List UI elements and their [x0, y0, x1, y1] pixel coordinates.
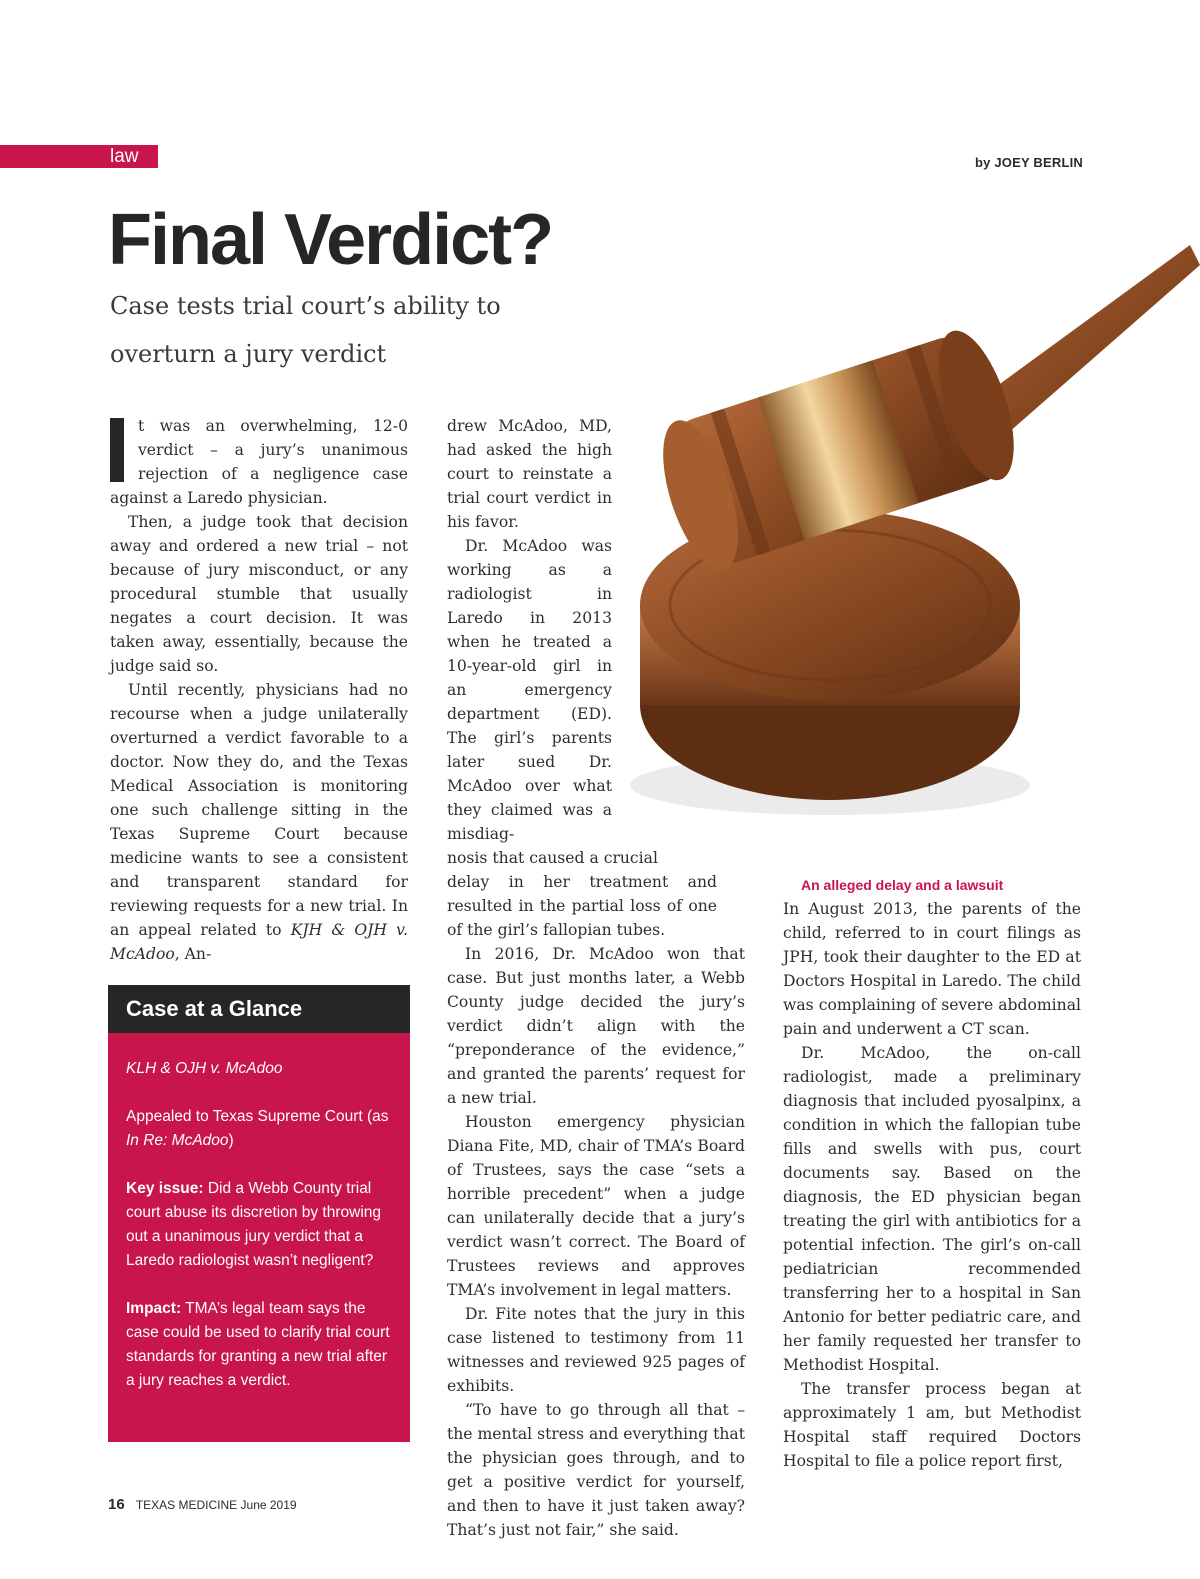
paragraph: Until recently, physicians had no recourse when a judge unilaterally overturned a verdict favorable to a doctor. Now they do, and the Texas Medical Association is monitoring one such challenge sitting in the Texas Supreme Court because medicine wants to see a consistent and transparent standard for reviewing requests for a new trial. In an appeal related to KJH & OJH v. McAdoo, An- — [110, 681, 408, 963]
byline: by JOEY BERLIN — [974, 155, 1083, 170]
column-3 — [783, 873, 1081, 1473]
column-2 — [447, 414, 745, 1542]
publication-name: TEXAS MEDICINE — [135, 1498, 238, 1512]
column-1 — [110, 414, 408, 966]
section-label: law — [110, 146, 139, 167]
paragraph: Then, a judge took that decision away and ordered a new trial – not because of jury misconduct, or any procedural stumble that usually negates a court decision. It was taken away, essentially, because the judge said so. — [110, 513, 408, 675]
paragraph: nosis that caused a crucial — [447, 849, 658, 867]
case-citation: KJH & OJH v. McAdoo — [110, 921, 408, 963]
drop-cap — [110, 418, 124, 482]
paragraph: delay in her treatment and resulted in the partial loss of one of the girl’s fallopian tubes. — [447, 873, 717, 939]
paragraph: Dr. McAdoo, the on-call radiologist, made a preliminary diagnosis that included pyosalpinx, a condition in which the fallopian tube fills and swells with pus, court documents say. Based on the diagnosis, the ED physician began treating the girl with antibiotics for a potential infection. The girl’s on-call pediatrician recommended transferring her to a hospital in San Antonio for better pediatric care, and her family requested her transfer to Methodist Hospital. — [783, 1044, 1081, 1374]
glance-case-name: KLH & OJH v. McAdoo — [126, 1060, 283, 1077]
article-subtitle: Case tests trial court’s ability to overturn a jury verdict — [110, 292, 501, 368]
paragraph: “To have to go through all that – the mental stress and everything that the physician goes through, and to get a positive verdict for yourself, and then to have it just taken away? That’s just not fair,” she said. — [447, 1401, 745, 1539]
case-at-a-glance-box — [108, 985, 410, 1442]
article-title: Final Verdict? — [108, 200, 553, 280]
glance-heading: Case at a Glance — [108, 985, 410, 1033]
section-tag — [0, 145, 158, 168]
paragraph: In 2016, Dr. McAdoo won that case. But just months later, a Webb County judge decided the jury’s verdict didn’t align with the “preponderance of the evidence,” and granted the parents’ request for a new trial. — [447, 945, 745, 1107]
paragraph: Dr. McAdoo was working as a radiologist in Laredo in 2013 when he treated a 10-year-old girl in an emergency department (ED). The girl’s parents later sued Dr. McAdoo over what they claimed was a misdiag- — [447, 537, 612, 843]
paragraph: In August 2013, the parents of the child, referred to in court filings as JPH, took their daughter to the ED at Doctors Hospital in Laredo. The child was complaining of severe abdominal pain and underwent a CT scan. — [783, 900, 1081, 1038]
issue-date: June 2019 — [240, 1498, 297, 1512]
paragraph: The transfer process began at approximately 1 am, but Methodist Hospital staff required Doctors Hospital to file a police report first, — [783, 1380, 1081, 1470]
page-number: 16 — [108, 1496, 125, 1513]
section-subhead: An alleged delay and a lawsuit — [801, 877, 1004, 893]
paragraph: Dr. Fite notes that the jury in this case listened to testimony from 11 witnesses and reviewed 925 pages of exhibits. — [447, 1305, 745, 1395]
paragraph: drew McAdoo, MD, had asked the high court to reinstate a trial court verdict in his favor. — [447, 417, 612, 531]
paragraph: Houston emergency physician Diana Fite, MD, chair of TMA’s Board of Trustees, says the case “sets a horrible precedent” when a judge can unilaterally decide that a jury’s verdict wasn’t correct. The Board of Trustees reviews and approves TMA’s involvement in legal matters. — [447, 1113, 745, 1299]
page-footer — [108, 1496, 297, 1513]
glance-appeal: Appealed to Texas Supreme Court (as In Re: McAdoo) — [126, 1108, 389, 1149]
glance-impact: Impact: TMA’s legal team says the case could be used to clarify trial court standards for granting a new trial after a jury reaches a verdict. — [126, 1300, 390, 1389]
glance-key-issue: Key issue: Did a Webb County trial court abuse its discretion by throwing out a unanimous jury verdict that a Laredo radiologist wasn’t negligent? — [126, 1180, 382, 1269]
paragraph: t was an overwhelming, 12-0 verdict – a jury’s unanimous rejection of a negligence case against a Laredo physician. — [110, 417, 408, 507]
